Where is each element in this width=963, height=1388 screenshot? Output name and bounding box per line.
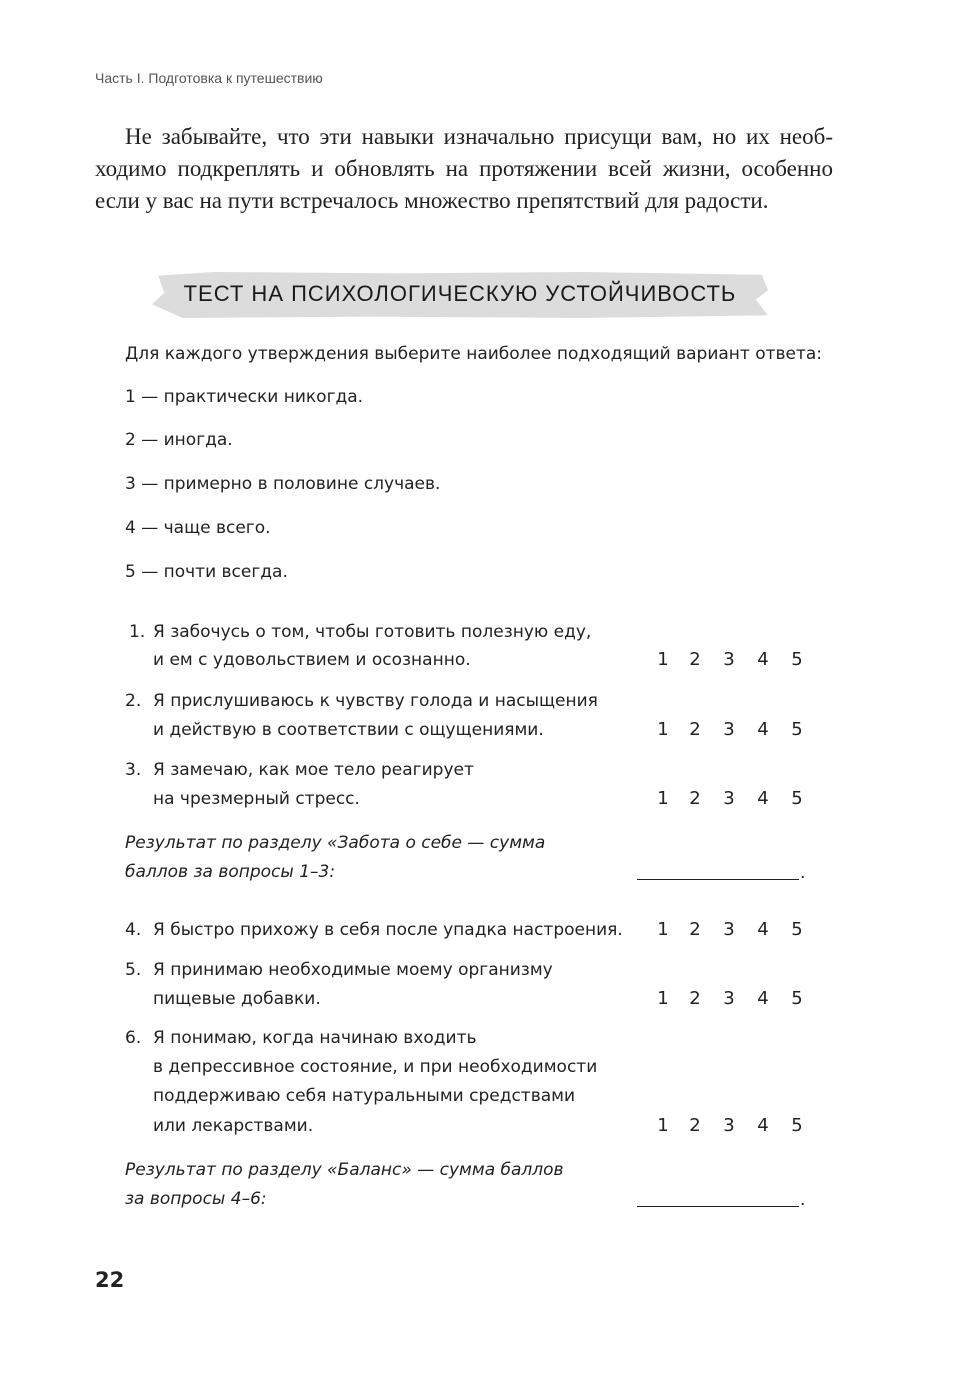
item-number: 4. (125, 920, 142, 940)
rating-option-5[interactable]: 5 (791, 988, 803, 1009)
item-number: 6. (125, 1028, 142, 1048)
item-text-line: Я принимаю необходимые моему организму (153, 960, 553, 980)
rating-option-4[interactable]: 4 (757, 1115, 769, 1136)
item-text-line: Я забочусь о том, чтобы готовить полезную еду, (153, 622, 592, 642)
item-text-line: на чрезмерный стресс. (153, 789, 360, 809)
rating-option-5[interactable]: 5 (791, 919, 803, 940)
rating-option-5[interactable]: 5 (791, 1115, 803, 1136)
rating-option-4[interactable]: 4 (757, 919, 769, 940)
paragraph-line: если у вас на пути встречалось множество препятствий для радости. (95, 188, 769, 213)
body-paragraph (95, 121, 833, 217)
item-text-line: Я прислушиваюсь к чувству голода и насыщения (153, 691, 598, 711)
result-label-line: баллов за вопросы 1–3: (125, 862, 336, 882)
rating-option-1[interactable]: 1 (657, 919, 669, 940)
item-text-line: или лекарствами. (153, 1116, 314, 1136)
instruction-text: Для каждого утверждения выберите наиболее подходящий вариант ответа: (125, 344, 823, 364)
item-number: 1. (129, 622, 146, 642)
rating-option-2[interactable]: 2 (689, 788, 701, 809)
page-number: 22 (95, 1268, 125, 1292)
rating-option-3[interactable]: 3 (723, 788, 735, 809)
rating-option-4[interactable]: 4 (757, 988, 769, 1009)
paragraph-line: Не забывайте, что эти навыки изначально присущи вам, но их необ- (125, 124, 833, 149)
rating-option-3[interactable]: 3 (723, 988, 735, 1009)
blank-period: . (800, 1190, 806, 1210)
rating-option-2[interactable]: 2 (689, 719, 701, 740)
rating-option-4[interactable]: 4 (757, 788, 769, 809)
result-label-line: Результат по разделу «Забота о себе — сумма (125, 833, 546, 853)
item-text-line: Я замечаю, как мое тело реагирует (153, 760, 474, 780)
rating-option-4[interactable]: 4 (757, 719, 769, 740)
rating-option-2[interactable]: 2 (689, 919, 701, 940)
rating-option-1[interactable]: 1 (657, 719, 669, 740)
section-heading: ТЕСТ НА ПСИХОЛОГИЧЕСКУЮ УСТОЙЧИВОСТЬ (183, 281, 737, 306)
item-text-line: Я быстро прихожу в себя после упадка настроения. (153, 920, 623, 940)
rating-option-1[interactable]: 1 (657, 649, 669, 670)
result-label-line: Результат по разделу «Баланс» — сумма баллов (125, 1160, 564, 1180)
rating-option-3[interactable]: 3 (723, 649, 735, 670)
rating-option-3[interactable]: 3 (723, 1115, 735, 1136)
rating-option-5[interactable]: 5 (791, 649, 803, 670)
rating-option-3[interactable]: 3 (723, 719, 735, 740)
scale-option: 5 — почти всегда. (125, 562, 288, 582)
blank-period: . (800, 863, 806, 883)
running-head: Часть I. Подготовка к путешествию (95, 70, 323, 86)
rating-option-1[interactable]: 1 (657, 1115, 669, 1136)
score-blank-field[interactable] (637, 879, 799, 880)
scale-option: 3 — примерно в половине случаев. (125, 474, 441, 494)
rating-option-3[interactable]: 3 (723, 919, 735, 940)
paragraph-line: ходимо подкреплять и обновлять на протяжении всей жизни, особенно (95, 156, 833, 181)
item-text-line: Я понимаю, когда начинаю входить (153, 1028, 477, 1048)
item-number: 5. (125, 960, 142, 980)
item-text-line: пищевые добавки. (153, 989, 321, 1009)
scale-option: 2 — иногда. (125, 430, 233, 450)
rating-option-4[interactable]: 4 (757, 649, 769, 670)
item-text-line: в депрессивное состояние, и при необходимости (153, 1057, 598, 1077)
rating-option-5[interactable]: 5 (791, 719, 803, 740)
score-blank-field[interactable] (637, 1206, 799, 1207)
item-text-line: и действую в соответствии с ощущениями. (153, 720, 544, 740)
rating-option-5[interactable]: 5 (791, 788, 803, 809)
result-label-line: за вопросы 4–6: (125, 1189, 267, 1209)
rating-option-2[interactable]: 2 (689, 1115, 701, 1136)
item-text-line: и ем с удовольствием и осознанно. (153, 650, 471, 670)
scale-option: 1 — практически никогда. (125, 387, 364, 407)
rating-option-2[interactable]: 2 (689, 649, 701, 670)
item-number: 2. (125, 691, 142, 711)
item-number: 3. (125, 760, 142, 780)
rating-option-1[interactable]: 1 (657, 988, 669, 1009)
scale-option: 4 — чаще всего. (125, 518, 271, 538)
item-text-line: поддерживаю себя натуральными средствами (153, 1086, 576, 1106)
rating-option-2[interactable]: 2 (689, 988, 701, 1009)
rating-option-1[interactable]: 1 (657, 788, 669, 809)
